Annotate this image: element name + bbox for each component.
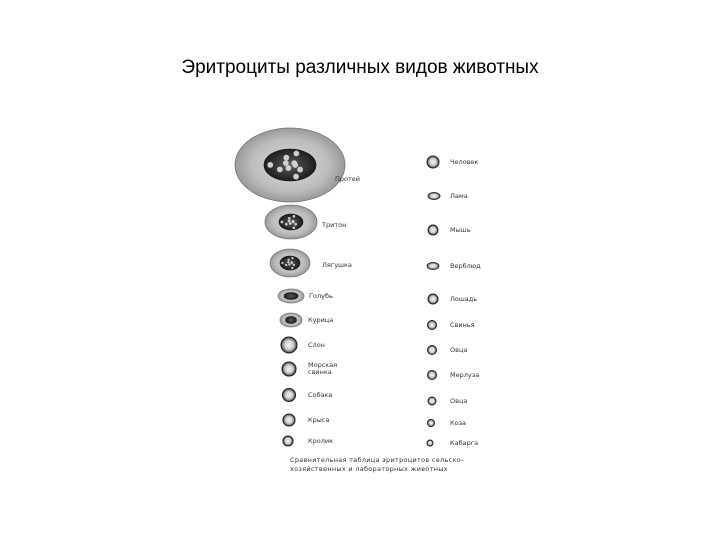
label-кабарга-10: Кабарга xyxy=(450,439,479,447)
label-овца-6: Овца xyxy=(450,346,468,354)
label-овца-8: Овца xyxy=(450,397,468,405)
label-человек-0: Человек xyxy=(450,158,479,166)
cell-лошадь-4 xyxy=(428,294,477,304)
cell-body-коза-9 xyxy=(428,420,435,427)
cell-body-лама-1 xyxy=(428,193,440,200)
label-мышь-2: Мышь xyxy=(450,226,471,234)
label-протей: Протей xyxy=(335,175,361,183)
cell-body-крыса xyxy=(283,414,295,426)
chromatin-лягушка xyxy=(293,264,295,266)
label-свинья-5: Свинья xyxy=(450,321,475,329)
chromatin-лягушка xyxy=(291,261,293,263)
cell-слон xyxy=(281,337,325,353)
chromatin-тритон xyxy=(289,222,292,225)
label-line-морская-свинка: Морская xyxy=(308,361,338,369)
cell-свинья-5 xyxy=(428,321,475,330)
slide-title: Эритроциты различных видов животных xyxy=(181,57,539,78)
nucleus-курица xyxy=(286,317,297,324)
caption-line-0: Сравнительная таблица эритроцитов сельско- xyxy=(290,456,464,464)
cell-верблюд-3 xyxy=(427,262,481,270)
chromatin-протей xyxy=(277,167,283,173)
cell-овца-6 xyxy=(428,346,468,355)
chromatin-лягушка xyxy=(291,257,293,259)
cell-body-верблюд-3 xyxy=(427,263,439,270)
chromatin-протей xyxy=(285,165,291,171)
cell-крыса xyxy=(283,414,329,426)
right-column-cells xyxy=(427,156,481,447)
cell-коза-9 xyxy=(428,419,467,427)
chromatin-протей xyxy=(293,174,299,180)
label-собака: Собака xyxy=(308,391,333,399)
cell-мышь-2 xyxy=(428,225,471,235)
cell-кабарга-10 xyxy=(427,439,478,447)
chromatin-протей xyxy=(283,155,289,161)
cell-body-морская-свинка xyxy=(282,362,296,376)
cell-собака xyxy=(283,389,333,402)
figure-caption xyxy=(290,456,464,473)
label-кролик: Кролик xyxy=(308,437,334,445)
chromatin-лягушка xyxy=(287,259,289,261)
label-верблюд-3: Верблюд xyxy=(450,262,481,270)
caption-line-1: хозяйственных и лабораторных животных xyxy=(290,465,448,473)
cell-морская-свинка xyxy=(282,361,337,376)
label-лягушка: Лягушка xyxy=(322,261,352,269)
nucleus-голубь xyxy=(284,293,298,300)
chromatin-лягушка xyxy=(287,261,289,263)
cell-body-лошадь-4 xyxy=(428,294,438,304)
label-крыса: Крыса xyxy=(308,416,330,424)
chromatin-протей xyxy=(293,151,299,157)
cell-лягушка xyxy=(270,249,352,277)
cell-body-кролик xyxy=(283,436,293,446)
label-морская-свинка xyxy=(308,361,337,376)
label-мерлуза-7: Мерлуза xyxy=(450,371,480,379)
chromatin-тритон xyxy=(281,221,284,224)
label-лошадь-4: Лошадь xyxy=(450,295,478,303)
cell-тритон xyxy=(265,205,346,239)
chromatin-тритон xyxy=(293,215,296,218)
label-тритон: Тритон xyxy=(322,221,347,229)
cell-овца-8 xyxy=(428,397,467,405)
chromatin-протей xyxy=(283,160,289,166)
label-курица: Курица xyxy=(308,316,334,324)
cell-мерлуза-7 xyxy=(428,371,480,380)
cell-body-овца-8 xyxy=(428,397,436,405)
cell-body-кабарга-10 xyxy=(427,440,433,446)
cell-человек-0 xyxy=(427,156,478,168)
chromatin-тритон xyxy=(285,223,288,226)
cell-body-мышь-2 xyxy=(428,225,438,235)
chromatin-лягушка xyxy=(281,262,283,264)
left-column-cells xyxy=(235,128,360,446)
chromatin-протей xyxy=(297,167,303,173)
cell-body-слон xyxy=(281,337,297,353)
cell-лама-1 xyxy=(428,192,468,200)
label-line-морская-свинка: свинка xyxy=(308,368,332,376)
chromatin-лягушка xyxy=(285,264,287,266)
chromatin-протей xyxy=(267,162,273,168)
cell-курица xyxy=(280,313,333,327)
label-лама-1: Лама xyxy=(450,192,468,200)
cell-кролик xyxy=(283,436,333,446)
chromatin-лягушка xyxy=(291,267,293,269)
cell-body-собака xyxy=(283,389,296,402)
chromatin-тритон xyxy=(288,217,291,220)
chromatin-тритон xyxy=(292,220,295,223)
label-коза-9: Коза xyxy=(450,419,467,427)
cell-body-человек-0 xyxy=(427,156,439,168)
cell-голубь xyxy=(278,289,333,303)
chromatin-лягушка xyxy=(288,263,290,265)
label-голубь: Голубь xyxy=(309,292,333,300)
cell-body-свинья-5 xyxy=(428,321,437,330)
chromatin-тритон xyxy=(292,226,295,229)
chromatin-тритон xyxy=(288,220,291,223)
label-слон: Слон xyxy=(308,341,325,349)
cell-body-мерлуза-7 xyxy=(428,371,437,380)
chromatin-протей xyxy=(291,160,297,166)
chromatin-тритон xyxy=(294,223,297,226)
cell-body-овца-6 xyxy=(428,346,437,355)
cell-протей xyxy=(235,128,360,202)
